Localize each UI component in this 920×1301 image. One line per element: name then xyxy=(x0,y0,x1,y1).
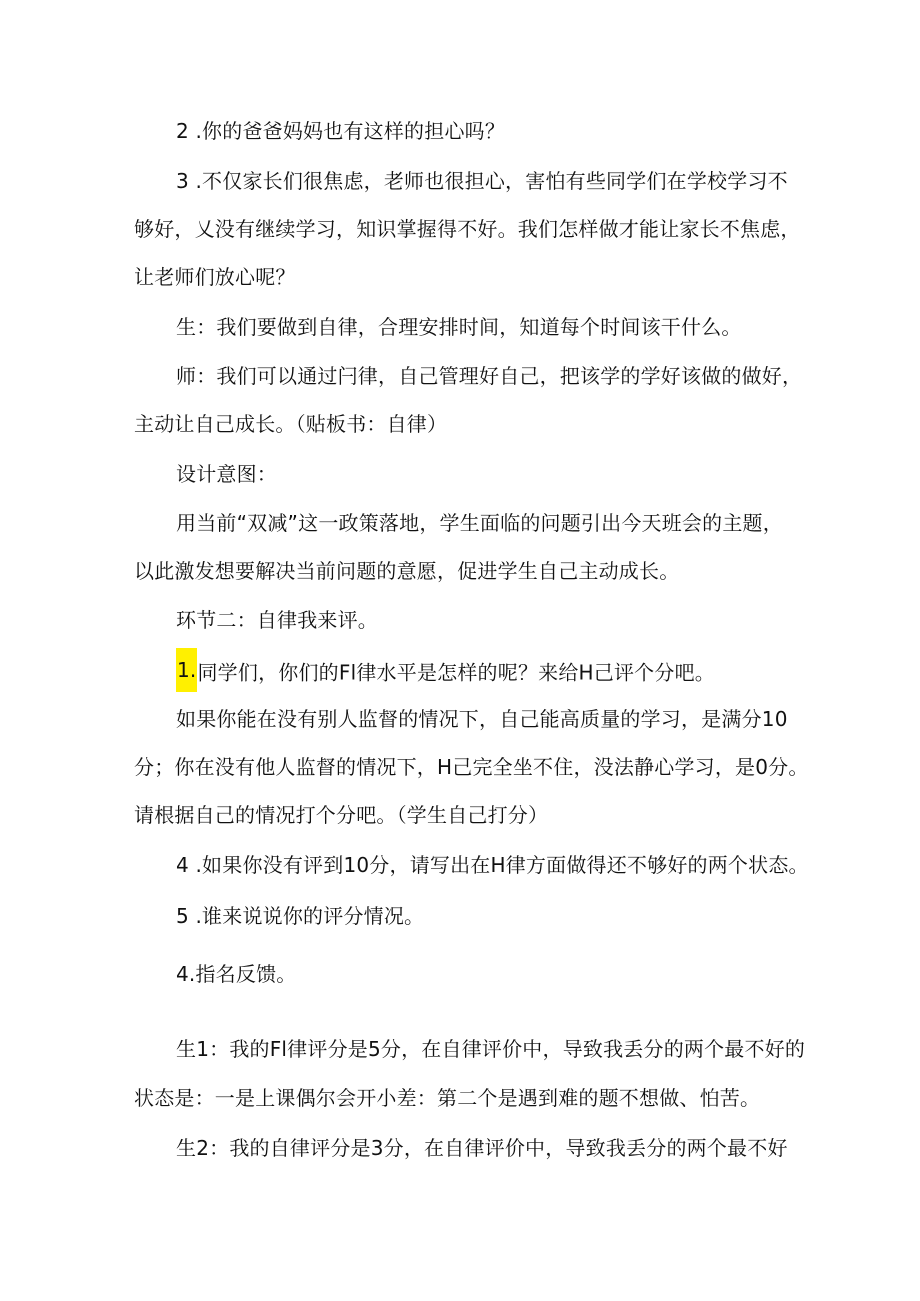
paragraph-line: 够好，乂没有继续学习，知识掌握得不好。我们怎样做才能让家长不焦虑， xyxy=(134,217,801,241)
paragraph-line: 以此激发想要解决当前问题的意愿，促进学生自己主动成长。 xyxy=(134,559,680,583)
paragraph-line: 3 .不仅家长们很焦虑，老师也很担心，害怕有些同学们在学校学习不 xyxy=(176,169,788,193)
paragraph-line: 用当前“双减”这一政策落地，学生面临的问题引出今天班会的主题， xyxy=(176,511,783,535)
paragraph-line xyxy=(176,656,715,692)
paragraph-line: 4.指名反馈。 xyxy=(176,962,297,986)
paragraph-line: 4 .如果你没有评到10分，请写出在H律方面做得还不够好的两个状态。 xyxy=(176,853,809,877)
paragraph-line: 2 .你的爸爸妈妈也有这样的担心吗？ xyxy=(176,119,506,143)
paragraph-line: 主动让自己成长。（贴板书：自律） xyxy=(134,412,448,436)
paragraph-line: 师：我们可以通过闩律，自己管理好自己，把该学的学好该做的做好， xyxy=(176,364,803,388)
paragraph-line: 生2：我的自律评分是3分，在自律评价中，导致我丢分的两个最不好 xyxy=(176,1136,788,1160)
paragraph-line: 让老师们放心呢？ xyxy=(134,265,296,289)
paragraph-line: 生1：我的Fl律评分是5分，在自律评价中，导致我丢分的两个最不好的 xyxy=(176,1037,806,1061)
paragraph-line: 状态是：一是上课偶尔会开小差：第二个是遇到难的题不想做、怕苦。 xyxy=(134,1086,761,1110)
paragraph-line: 5 .谁来说说你的评分情况。 xyxy=(176,904,425,928)
paragraph-line: 设计意图： xyxy=(176,462,277,486)
paragraph-text: 同学们，你们的Fl律水平是怎样的呢？来给H己评个分吧。 xyxy=(197,660,715,685)
paragraph-line: 请根据自己的情况打个分吧。（学生自己打分） xyxy=(134,803,549,827)
paragraph-line: 如果你能在没有别人监督的情况下，自己能高质量的学习，是满分10 xyxy=(176,707,788,731)
highlighted-number: 1. xyxy=(176,648,197,692)
paragraph-line: 分；你在没有他人监督的情况下，H己完全坐不住，没法静心学习，是0分。 xyxy=(134,755,809,779)
section-heading: 环节二：自律我来评。 xyxy=(176,608,378,632)
paragraph-line: 生：我们要做到自律，合理安排时间，知道每个时间该干什么。 xyxy=(176,315,742,339)
